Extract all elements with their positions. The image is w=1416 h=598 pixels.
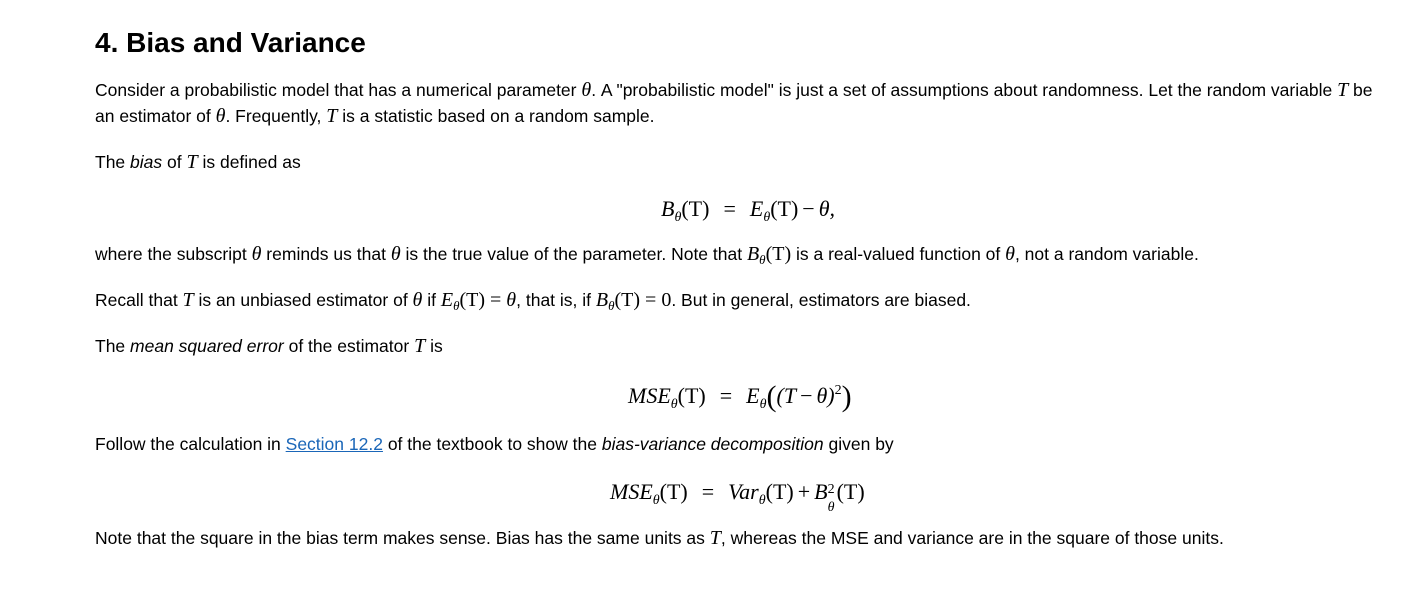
emphasis-bias-variance: bias-variance decomposition	[601, 434, 824, 454]
paragraph-subscript-note	[95, 241, 1385, 267]
math-MSE: MSE	[628, 383, 671, 408]
text: where the subscript	[95, 244, 252, 264]
math-sub-theta: θ	[758, 493, 766, 508]
math-big-paren-left: (	[766, 380, 777, 413]
math-equals: =	[719, 383, 733, 408]
paragraph-units-note	[95, 525, 1385, 551]
math-sub-theta: θ	[759, 397, 767, 412]
math-plus: +	[797, 479, 811, 504]
math-equals: =	[485, 289, 507, 311]
math-sub-theta: θ	[652, 493, 660, 508]
math-square: 2	[834, 383, 842, 398]
paragraph-decomposition	[95, 431, 1385, 457]
text: The	[95, 152, 131, 172]
math-arg: (T)	[765, 479, 794, 504]
math-B: B	[661, 196, 675, 221]
text: . But in general, estimators are biased.	[671, 290, 971, 310]
math-theta: θ	[506, 289, 517, 311]
math-E: E	[746, 383, 760, 408]
equation-decomposition	[610, 477, 865, 515]
text: is a statistic based on a random sample.	[337, 106, 655, 126]
text: The	[95, 336, 131, 356]
paragraph-model	[95, 77, 1385, 129]
text: if	[422, 290, 441, 310]
math-equals: =	[723, 196, 736, 221]
math-sub-theta: θ	[670, 397, 678, 412]
text: Consider a probabilistic model that has a numerical parameter	[95, 80, 582, 100]
text: . A "probabilistic model" is just a set of assumptions about randomness. Let the random variable	[591, 80, 1338, 100]
math-arg: (T)	[614, 289, 641, 311]
math-arg: (T)	[770, 196, 799, 221]
text: Note that the square in the bias term makes sense. Bias has the same units as	[95, 528, 710, 548]
text: , whereas the MSE and variance are in the square of those units.	[720, 528, 1224, 548]
math-minus: −	[802, 196, 815, 221]
text: of	[162, 152, 187, 172]
section-heading: 4. Bias and Variance	[95, 27, 366, 58]
math-E: E	[440, 289, 454, 311]
math-arg: (T)	[681, 196, 710, 221]
math-theta: θ	[251, 243, 262, 265]
text: is the true value of the parameter. Note that	[400, 244, 747, 264]
text: is an unbiased estimator of	[193, 290, 413, 310]
math-theta: θ,	[818, 196, 836, 221]
text: of the estimator	[283, 336, 415, 356]
emphasis-bias: bias	[130, 152, 163, 172]
text: given by	[823, 434, 894, 454]
text: reminds us that	[261, 244, 391, 264]
math-arg: (T)	[836, 479, 865, 504]
math-subsup	[827, 482, 837, 515]
math-theta: θ	[581, 79, 592, 101]
math-minus: −	[800, 383, 813, 408]
section-link[interactable]: Section 12.2	[285, 434, 383, 454]
math-equals: =	[640, 289, 662, 311]
text: Recall that	[95, 290, 183, 310]
math-T: T	[326, 105, 338, 127]
text: is a real-valued function of	[791, 244, 1006, 264]
text: . Frequently,	[225, 106, 327, 126]
math-B: B	[814, 479, 828, 504]
math-sub-theta: θ	[763, 210, 771, 225]
math-MSE: MSE	[610, 479, 653, 504]
math-inner-open: (T	[776, 383, 797, 408]
math-E: E	[749, 196, 764, 221]
math-sub-theta: θ	[674, 210, 682, 225]
math-theta: θ	[390, 243, 401, 265]
math-arg: (T)	[659, 479, 688, 504]
math-theta: θ	[215, 105, 226, 127]
math-T: T	[186, 151, 198, 173]
text: of the textbook to show the	[382, 434, 602, 454]
math-zero: 0	[661, 289, 672, 311]
paragraph-mse-def	[95, 333, 1385, 359]
math-B: B	[746, 243, 760, 265]
paragraph-unbiased	[95, 287, 1385, 313]
math-equals: =	[701, 479, 715, 504]
math-T: T	[709, 527, 721, 549]
text: , that is, if	[516, 290, 596, 310]
math-T: T	[182, 289, 194, 311]
math-theta: θ	[1005, 243, 1015, 265]
math-big-paren-right: )	[841, 380, 852, 413]
text: be an estimator of	[95, 80, 1373, 126]
text: , not a random variable.	[1014, 244, 1199, 264]
math-arg: (T)	[677, 383, 706, 408]
text: is defined as	[197, 152, 301, 172]
text: Follow the calculation in	[95, 434, 286, 454]
equation-bias	[661, 194, 835, 224]
math-sub-theta: θ	[827, 500, 835, 515]
paragraph-bias-def	[95, 149, 1385, 175]
math-B: B	[595, 289, 609, 311]
math-Var: Var	[728, 479, 759, 504]
text: is	[425, 336, 443, 356]
math-sub-theta: θ	[759, 252, 766, 267]
math-inner-close: θ)	[816, 383, 835, 408]
math-square: 2	[827, 482, 835, 497]
math-sub-theta: θ	[453, 298, 460, 313]
math-arg: (T)	[765, 243, 792, 265]
math-sub-theta: θ	[608, 298, 615, 313]
math-T: T	[1337, 79, 1349, 101]
math-arg: (T)	[459, 289, 486, 311]
emphasis-mse: mean squared error	[130, 336, 284, 356]
math-T: T	[414, 335, 426, 357]
equation-mse	[628, 381, 852, 412]
math-theta: θ	[412, 289, 423, 311]
